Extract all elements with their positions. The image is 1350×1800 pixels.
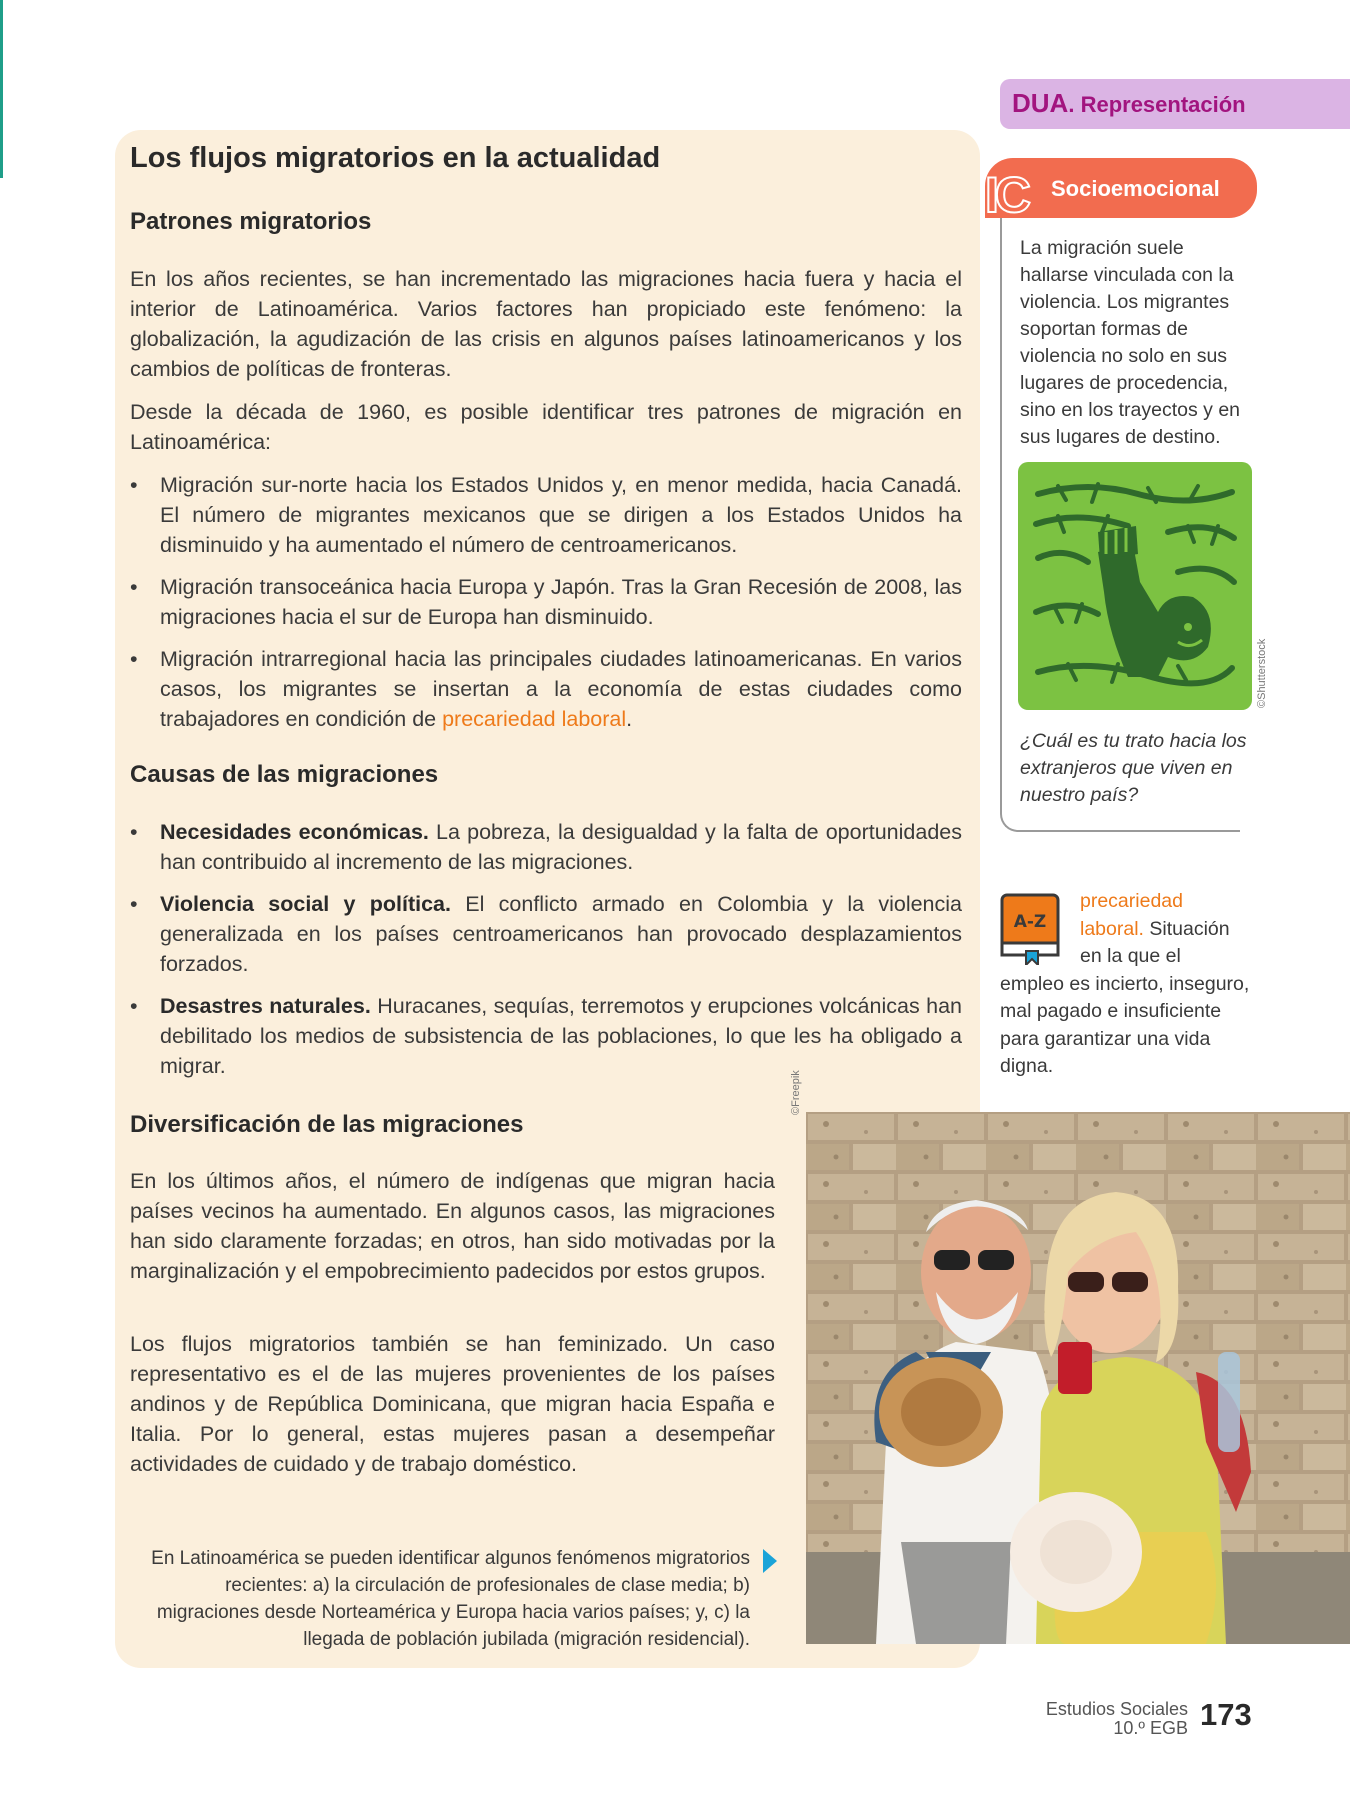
socioemocional-text: La migración suele hallarse vinculada con la violencia. Los migrantes soportan formas de violencia no solo en sus lugares de procedencia, sino en los trayectos y en sus lugares de destino. — [1020, 237, 1241, 448]
glossary-icon-space — [1000, 888, 1080, 966]
paragraph-patrones-2: Desde la década de 1960, es posible identificar tres patrones de migración en Latinoamérica: — [130, 400, 962, 454]
footer-subject — [1026, 1700, 1188, 1738]
socioemocional-label: Socioemocional — [1051, 176, 1220, 201]
cause-title: Necesidades económicas. — [160, 820, 429, 844]
list-item — [130, 817, 962, 877]
list-item — [130, 991, 962, 1081]
heading-patrones: Patrones migratorios — [130, 208, 372, 235]
cause-text: La pobreza, la desigualdad y la falta de oportunidades han contribuido al incremento de las migraciones. — [160, 820, 962, 874]
socioemocional-question: ¿Cuál es tu trato hacia los extranjeros que viven en nuestro país? — [1020, 730, 1247, 806]
page-title: Los flujos migratorios en la actualidad — [130, 142, 661, 174]
socioemocional-badge: IC — [985, 167, 1027, 223]
bullet-text: Migración intrarregional hacia las principales ciudades latinoamericanas. En varios casos, los migrantes se insertan a la economía de estas ciudades como trabajadores en condición de — [160, 647, 962, 731]
photo-caption: En Latinoamérica se pueden identificar algunos fenómenos migratorios recientes: a) la circulación de profesionales de clase media; b) migraciones desde Norteamérica y Europa hacia varios países; y, c) la llegada de población jubilada (migración residencial). — [151, 1548, 750, 1650]
couple-photo-illustration — [806, 1112, 1350, 1644]
dua-subtitle: . Representación — [1068, 92, 1246, 117]
footer-grade: 10.º EGB — [1113, 1718, 1188, 1738]
paragraph-diversificacion-2: Los flujos migratorios también se han feminizado. Un caso representativo es el de las mujeres provenientes de los países andinos y de República Dominicana, que migran hacia España e Italia. Por lo general, estas mujeres pasan a desempeñar actividades de cuidado y de trabajo doméstico. — [130, 1332, 775, 1476]
caption-arrow-icon — [763, 1549, 777, 1573]
list-item — [130, 572, 962, 632]
page-number: 173 — [1200, 1697, 1252, 1732]
heading-diversificacion: Diversificación de las migraciones — [130, 1111, 524, 1138]
dua-banner-title — [1012, 88, 1246, 119]
glossary-definition: Situación en la que el empleo es incierto, inseguro, mal pagado e insuficiente para garantizar una vida digna. — [1000, 917, 1250, 1077]
heading-causas: Causas de las migraciones — [130, 761, 439, 788]
illustration-credit: ©Shutterstock — [1256, 638, 1268, 708]
bullet-text: Migración sur-norte hacia los Estados Unidos y, en menor medida, hacia Canadá. El número de migrantes mexicanos que se dirigen a los Estados Unidos ha disminuido y ha aumentado el número de centroamericanos. — [160, 473, 962, 557]
glossary-entry — [1000, 888, 1250, 1081]
glossary-term: precariedad laboral. — [1080, 890, 1183, 940]
cause-title: Violencia social y política. — [160, 892, 451, 916]
list-item — [130, 889, 962, 979]
bullet-text: Migración transoceánica hacia Europa y Japón. Tras la Gran Recesión de 2008, las migraciones hacia el sur de Europa han disminuido. — [160, 575, 962, 629]
glossary-icon-text: A-Z — [1013, 912, 1047, 932]
glossary-link-precariedad[interactable]: precariedad laboral — [442, 707, 627, 731]
dua-label: DUA — [1012, 88, 1069, 118]
causas-list — [130, 817, 962, 1093]
raised-fist-barbed-wire-icon — [1018, 462, 1252, 710]
barbed-wire-illustration — [1018, 462, 1252, 710]
cause-title: Desastres naturales. — [160, 994, 371, 1018]
cause-text: El conflicto armado en Colombia y la violencia generalizada en los países centroamericanos han provocado desplazamientos forzados. — [160, 892, 962, 976]
paragraph-diversificacion-1: En los últimos años, el número de indígenas que migran hacia países vecinos ha aumentado. En algunos casos, las migraciones han sido claramente forzadas; en otros, han sido motivadas por la marginalización y el empobrecimiento padecidos por estos grupos. — [130, 1169, 775, 1283]
photo-credit: ©Freepik — [790, 1070, 802, 1115]
footer-subject-name: Estudios Sociales — [1045, 1699, 1188, 1719]
patrones-list — [130, 470, 962, 746]
list-item — [130, 644, 962, 734]
cause-text: Huracanes, sequías, terremotos y erupciones volcánicas han debilitado los medios de subsistencia de las poblaciones, lo que les ha obligado a migrar. — [160, 994, 962, 1078]
list-item — [130, 470, 962, 560]
photo-senior-couple — [806, 1112, 1350, 1644]
bullet-text-end: . — [626, 707, 633, 731]
page-edge-stripe — [0, 0, 3, 178]
paragraph-patrones-1: En los años recientes, se han incrementado las migraciones hacia fuera y hacia el interior de Latinoamérica. Varios factores han propiciado este fenómeno: la globalización, la agudización de las crisis en algunos países latinoamericanos y los cambios de políticas de fronteras. — [130, 267, 962, 381]
